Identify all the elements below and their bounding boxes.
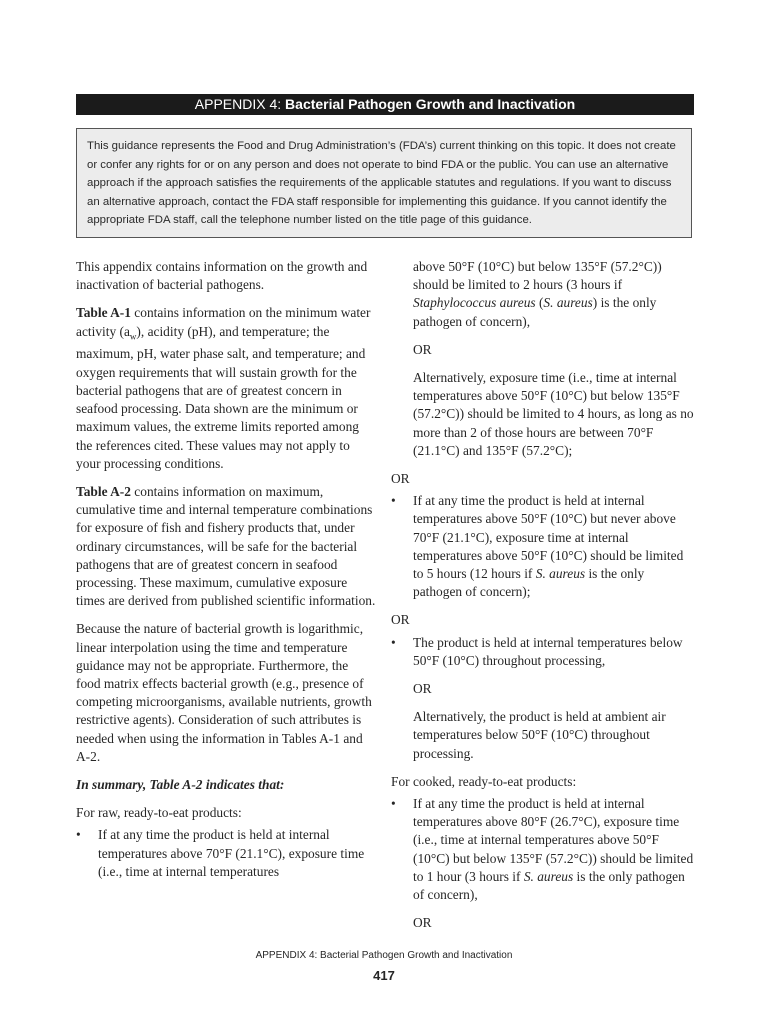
appendix-header: [76, 94, 694, 115]
intro-paragraph: This appendix contains information on the growth and inactivation of bacterial pathogens.: [76, 259, 368, 293]
right-column: [391, 258, 695, 943]
or-label: OR: [413, 341, 432, 357]
growth-paragraph: Because the nature of bacterial growth is logarithmic, linear interpolation using the time and temperature guidance may not be appropriate. Furthermore, the food matrix effects bacterial growth (e.g., presence of competing microorganisms, available nutrients, growth restrictive agents). Consideration of such attributes is needed when using the information in Tables A-1 and A-2.: [76, 621, 372, 764]
list-item: • If at any time the product is held at internal temperatures above 50°F (10°C) but never above 70°F (21.1°C), exposure time at internal temperatures above 50°F (10°C) should be limited to 5 hours (12 hours if S. aureus is the only pathogen of concern);: [391, 492, 695, 601]
or-label: OR: [413, 681, 432, 697]
left-column: [76, 258, 376, 881]
header-title: Bacterial Pathogen Growth and Inactivation: [285, 96, 576, 112]
or-label: OR: [413, 915, 432, 931]
raw-products-heading: For raw, ready-to-eat products:: [76, 805, 242, 821]
alternative-paragraph: Alternatively, exposure time (i.e., time at internal temperatures above 50°F (10°C) but below 135°F (57.2°C)) should be limited to 4 hours, as long as no more than 2 of those hours are between 70°F (21.1°C) and 135°F (57.2°C);: [413, 370, 694, 458]
list-item: • If at any time the product is held at internal temperatures above 80°F (26.7°C), exposure time (i.e., time at internal temperatures above 50°F (10°C) but below 135°F (57.2°C)) should be limited to 1 hour (3 hours if S. aureus is the only pathogen of concern),: [391, 795, 695, 904]
alternative-paragraph: Alternatively, the product is held at ambient air temperatures below 50°F (10°C) throughout processing.: [413, 709, 666, 761]
table-a1-label: Table A-1: [76, 305, 131, 321]
table-a2-label: Table A-2: [76, 483, 131, 499]
footer-title: APPENDIX 4: Bacterial Pathogen Growth and Inactivation: [255, 950, 513, 961]
disclaimer-box: This guidance represents the Food and Drug Administration’s (FDA’s) current thinking on this topic. It does not create or confer any rights for or on any person and does not operate to bind FDA or the public. You can use an alternative approach if the approach satisfies the requirements of the applicable statutes and regulations. If you want to discuss an alternative approach, contact the FDA staff responsible for implementing this guidance. If you cannot identify the appropriate FDA staff, call the telephone number listed on the title page of this guidance.: [76, 128, 692, 238]
table-a1-paragraph: Table A-1 contains information on the minimum water activity $(a_w)$, acidity (pH), and temperature; the maximum, pH, water phase salt, and temperature; and oxygen requirements that will sustain growth for the bacterial pathogens that are of greatest concern in seafood processing. Data shown are the minimum or maximum values, the extreme limits reported among the references cited. These values may not apply to your processing conditions.: [76, 305, 371, 471]
cooked-products-heading: For cooked, ready-to-eat products:: [391, 773, 577, 789]
page-number: 417: [373, 968, 395, 983]
summary-heading: In summary, Table A-2 indicates that:: [76, 776, 285, 792]
list-item: • The product is held at internal temperatures below 50°F (10°C) throughout processing,: [391, 634, 695, 670]
continuation-paragraph: above 50°F (10°C) but below 135°F (57.2°C)) should be limited to 2 hours (3 hours if Staphylococcus aureus (S. aureus) is the only pathogen of concern),: [413, 259, 662, 329]
table-a2-paragraph: Table A-2 contains information on maximum, cumulative time and internal temperature combinations for exposure of fish and fishery products that, under ordinary circumstances, will be safe for the bacterial pathogens that are of greatest concern in seafood processing. These maximum, cumulative exposure times are derived from published scientific information.: [76, 483, 376, 609]
list-item: • If at any time the product is held at internal temperatures above 70°F (21.1°C), exposure time (i.e., time at internal temperatures: [76, 826, 376, 881]
header-prefix: APPENDIX 4:: [194, 96, 286, 112]
or-label: OR: [391, 471, 410, 487]
or-label: OR: [391, 612, 410, 628]
